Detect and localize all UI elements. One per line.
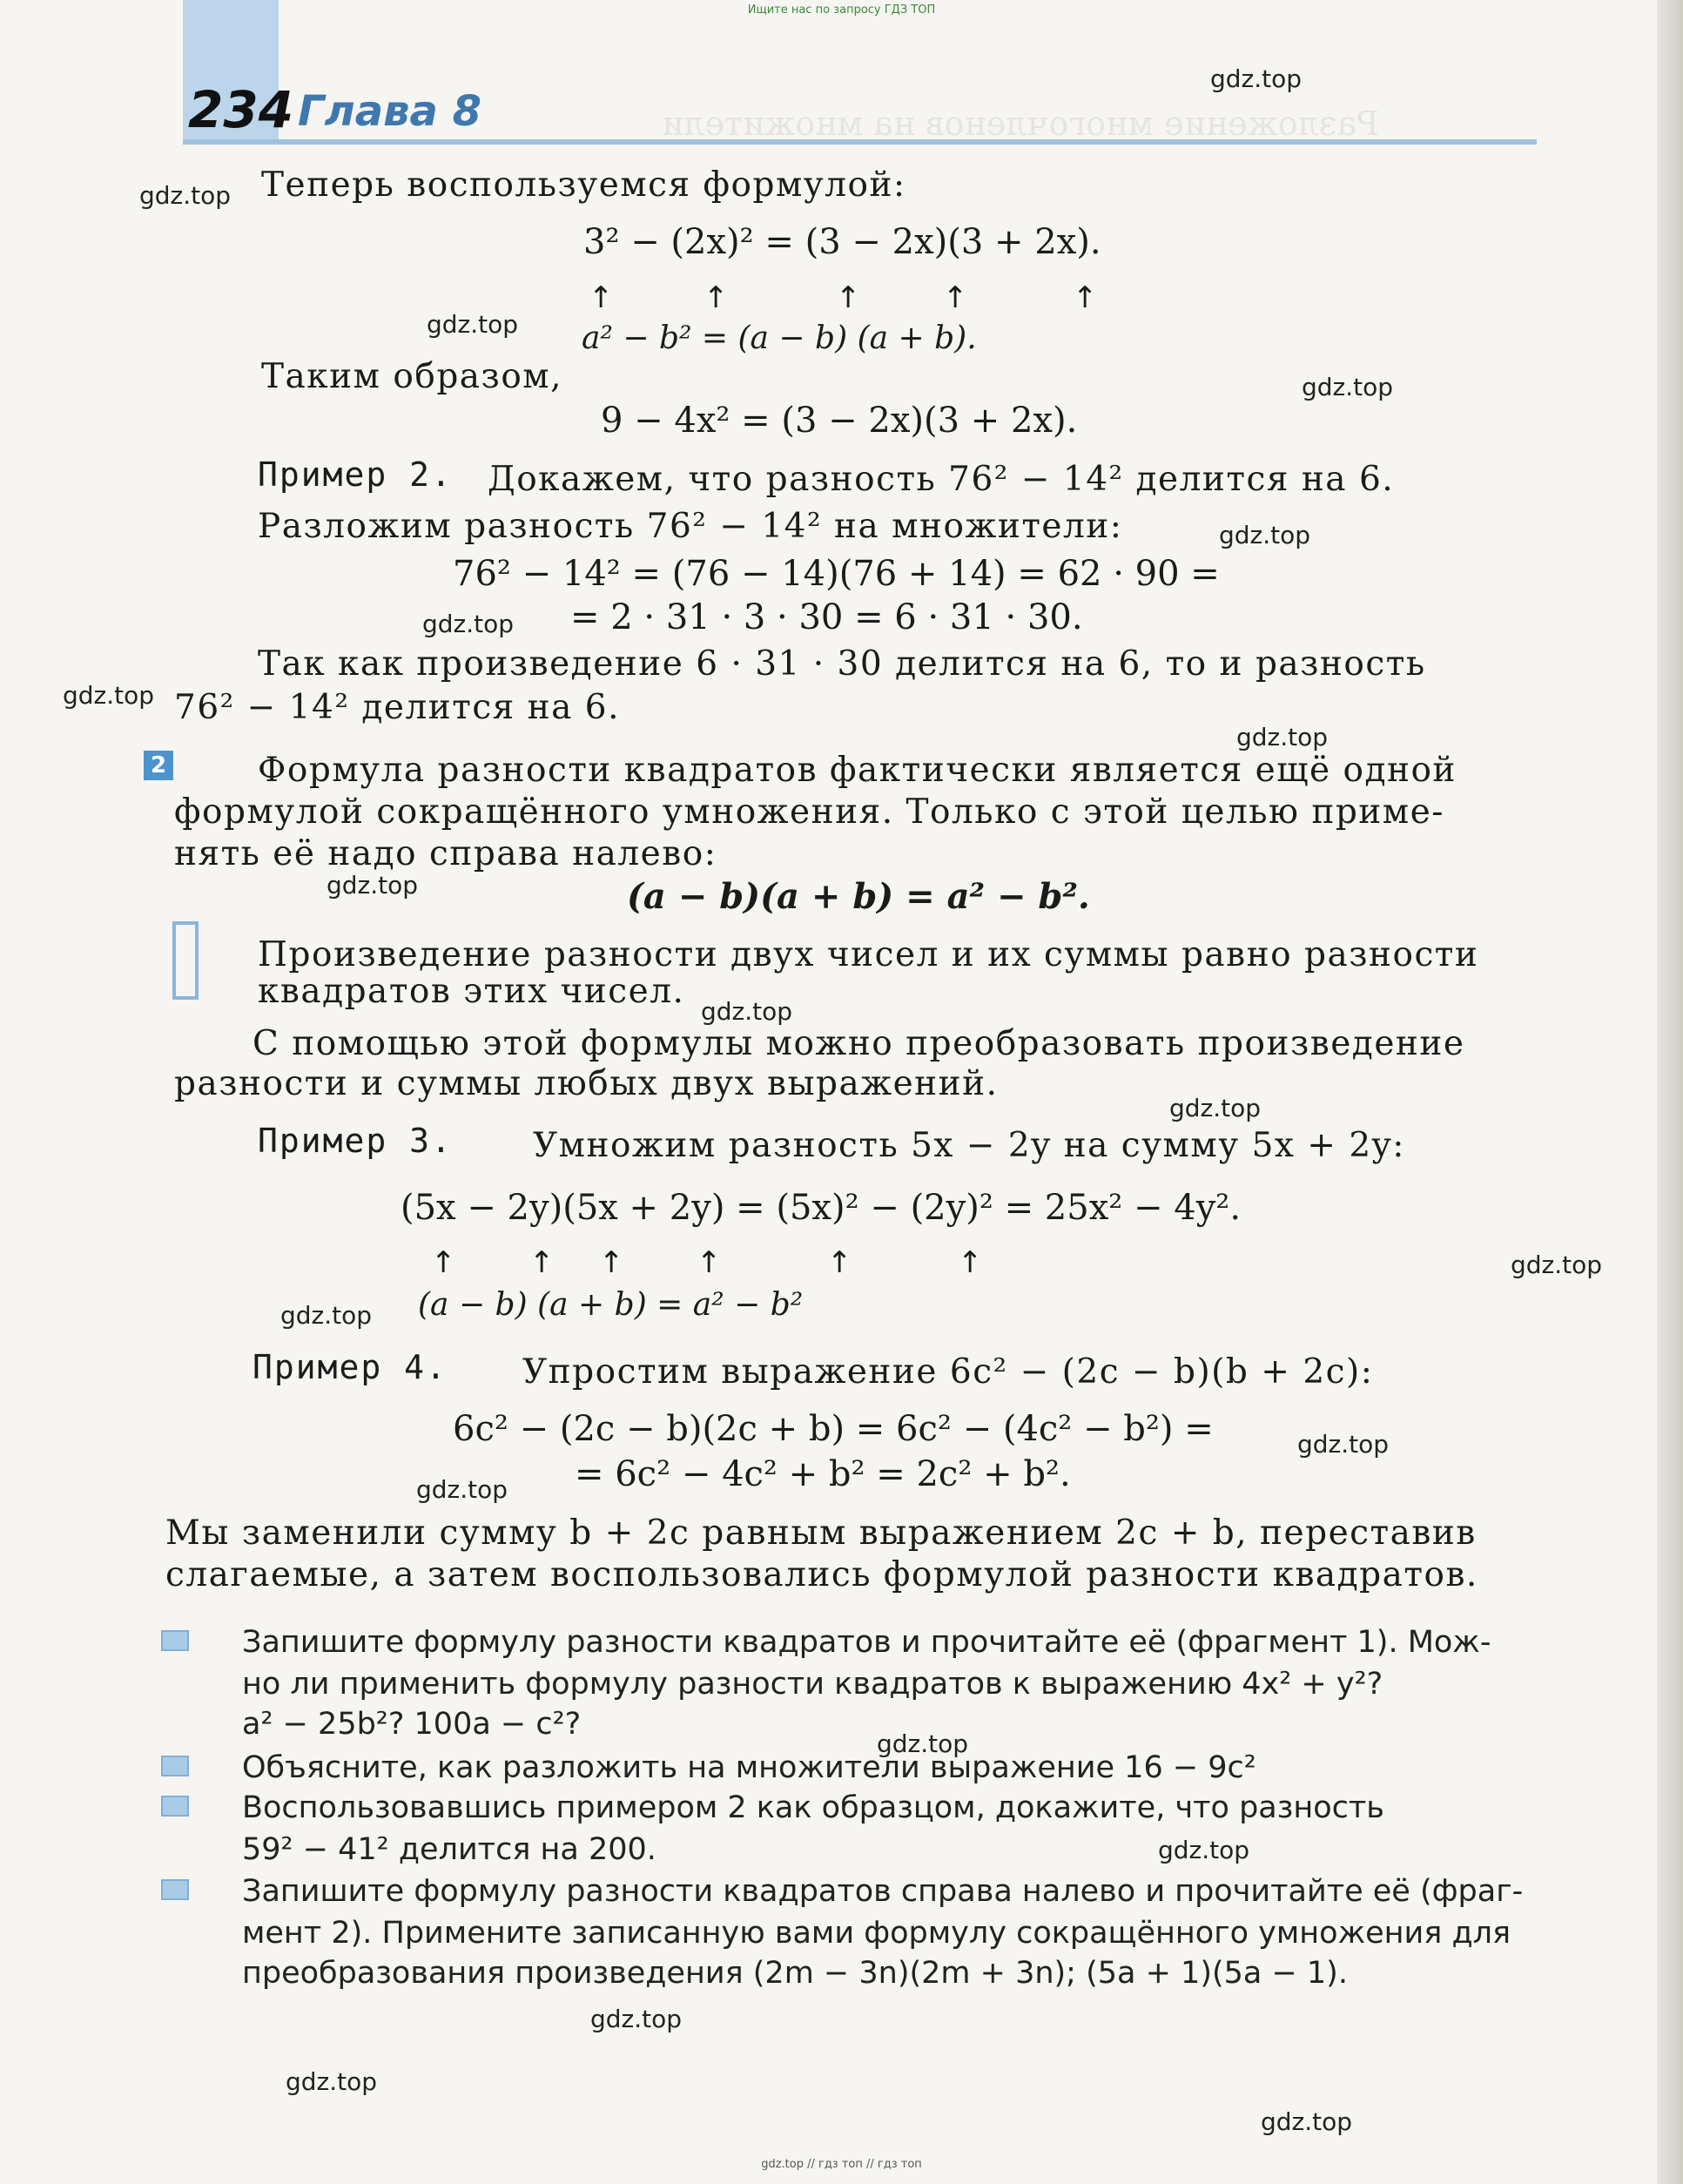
example-2-line-4: 76² − 14² делится на 6. [174,688,621,727]
rule-line-2: квадратов этих чисел. [258,972,685,1011]
arrow-up-icon: ↑ [599,1245,624,1280]
arrow-up-icon: ↑ [589,280,614,315]
difference-of-squares-formula: (a − b)(a + b) = a² − b². [627,876,1090,917]
rule-marker [172,921,199,1000]
example-4-text: Упростим выражение 6c² − (2c − b)(b + 2c): [522,1352,1374,1392]
arrow-up-icon: ↑ [529,1245,555,1280]
example-3-label: Пример 3. [258,1122,453,1160]
watermark: gdz.top [1158,1836,1250,1864]
page-number: 234 [188,80,294,139]
fragment-2-line-1: Формула разности квадратов фактически является ещё одной [258,751,1457,790]
question-4-line-1: Запишите формулу разности квадратов справа налево и прочитайте её (фраг- [242,1874,1524,1909]
bleed-through-decoration: Разложение многочленов на множители [662,104,1379,143]
question-1-line-3: a² − 25b²? 100a − c²? [242,1707,582,1742]
page-edge [1657,0,1683,2184]
thus-text: Таким образом, [261,357,563,396]
watermark: gdz.top [877,1729,969,1758]
question-marker [161,1796,189,1817]
watermark: gdz.top [63,681,155,710]
watermark: gdz.top [1236,723,1329,752]
watermark: gdz.top [1297,1430,1390,1459]
chapter-title: Глава 8 [298,87,482,136]
example-4-formula-2: = 6c² − 4c² + b² = 2c² + b². [575,1454,1071,1494]
watermark: gdz.top [139,181,232,210]
watermark: gdz.top [1219,521,1311,549]
watermark: gdz.top [1210,64,1303,93]
example-2-line-3: Так как произведение 6 · 31 · 30 делится на 6, то и разность [258,644,1426,684]
question-4-line-2: мент 2). Примените записанную вами формулу сокращённого умножения для [242,1916,1511,1951]
formula-2: 9 − 4x² = (3 − 2x)(3 + 2x). [601,401,1078,441]
watermark: gdz.top [416,1475,508,1504]
example-4-line-2: слагаемые, а затем воспользовались формулой разности квадратов. [165,1555,1478,1594]
question-3-line-1: Воспользовавшись примером 2 как образцом, докажите, что разность [242,1790,1384,1825]
arrow-up-icon: ↑ [943,280,968,315]
example-2-label: Пример 2. [258,455,453,494]
example-2-line-1: Докажем, что разность 76² − 14² делится на 6. [488,460,1395,499]
help-line-2: разности и суммы любых двух выражений. [174,1064,999,1103]
watermark: gdz.top [1511,1250,1603,1279]
watermark: gdz.top [590,2005,683,2033]
example-3-labels: (a − b) (a + b) = a² − b² [418,1287,804,1323]
question-marker [161,1630,189,1651]
watermark: gdz.top [286,2067,378,2096]
question-1-line-1: Запишите формулу разности квадратов и прочитайте её (фрагмент 1). Мож- [242,1625,1491,1660]
intro-text: Теперь воспользуемся формулой: [261,165,906,205]
arrow-up-icon: ↑ [697,1245,722,1280]
rule-line-1: Произведение разности двух чисел и их суммы равно разности [258,935,1479,974]
example-4-formula-1: 6c² − (2c − b)(2c + b) = 6c² − (4c² − b²) = [453,1409,1214,1449]
example-3-text: Умножим разность 5x − 2y на сумму 5x + 2y: [533,1126,1405,1165]
fragment-2-line-2: формулой сокращённого умножения. Только с этой целью приме- [174,792,1444,832]
formula-1: 3² − (2x)² = (3 − 2x)(3 + 2x). [583,222,1101,262]
fragment-2-marker: 2 [144,751,173,780]
example-2-formula-2: = 2 · 31 · 3 · 30 = 6 · 31 · 30. [570,597,1083,637]
example-2-line-2: Разложим разность 76² − 14² на множители: [258,507,1123,546]
watermark: gdz.top [280,1301,373,1330]
watermark: gdz.top [422,610,515,638]
arrow-up-icon: ↑ [1073,280,1098,315]
example-3-formula: (5x − 2y)(5x + 2y) = (5x)² − (2y)² = 25x² − 4y². [401,1188,1242,1228]
question-4-line-3: преобразования произведения (2m − 3n)(2m + 3n); (5a + 1)(5a − 1). [242,1956,1348,1991]
arrow-up-icon: ↑ [958,1245,983,1280]
question-marker [161,1756,189,1776]
example-4-label: Пример 4. [252,1348,448,1386]
fragment-2-line-3: нять её надо справа налево: [174,834,717,873]
arrow-up-icon: ↑ [836,280,861,315]
watermark: gdz.top [327,871,419,900]
question-1-line-2: но ли применить формулу разности квадратов к выражению 4x² + y²? [242,1667,1383,1702]
arrow-up-icon: ↑ [703,280,729,315]
question-3-line-2: 59² − 41² делится на 200. [242,1832,656,1867]
watermark: gdz.top [1302,373,1394,401]
watermark: gdz.top [427,310,519,339]
question-marker [161,1879,189,1900]
example-2-formula-1: 76² − 14² = (76 − 14)(76 + 14) = 62 · 90 = [453,554,1220,594]
help-line-1: С помощью этой формулы можно преобразовать произведение [252,1024,1465,1063]
arrow-up-icon: ↑ [431,1245,456,1280]
formula-1-labels: a² − b² = (a − b) (a + b). [582,320,977,356]
watermark: gdz.top [1169,1094,1262,1122]
question-2: Объясните, как разложить на множители выражение 16 − 9c² [242,1750,1256,1785]
footer-note: gdz.top // гдз топ // гдз топ [761,2158,922,2171]
example-4-line-1: Мы заменили сумму b + 2c равным выражением 2c + b, переставив [165,1513,1477,1553]
arrow-up-icon: ↑ [827,1245,852,1280]
watermark: gdz.top [701,997,793,1026]
watermark: gdz.top [1261,2107,1353,2136]
search-hint: Ищите нас по запросу ГДЗ ТОП [747,3,936,17]
